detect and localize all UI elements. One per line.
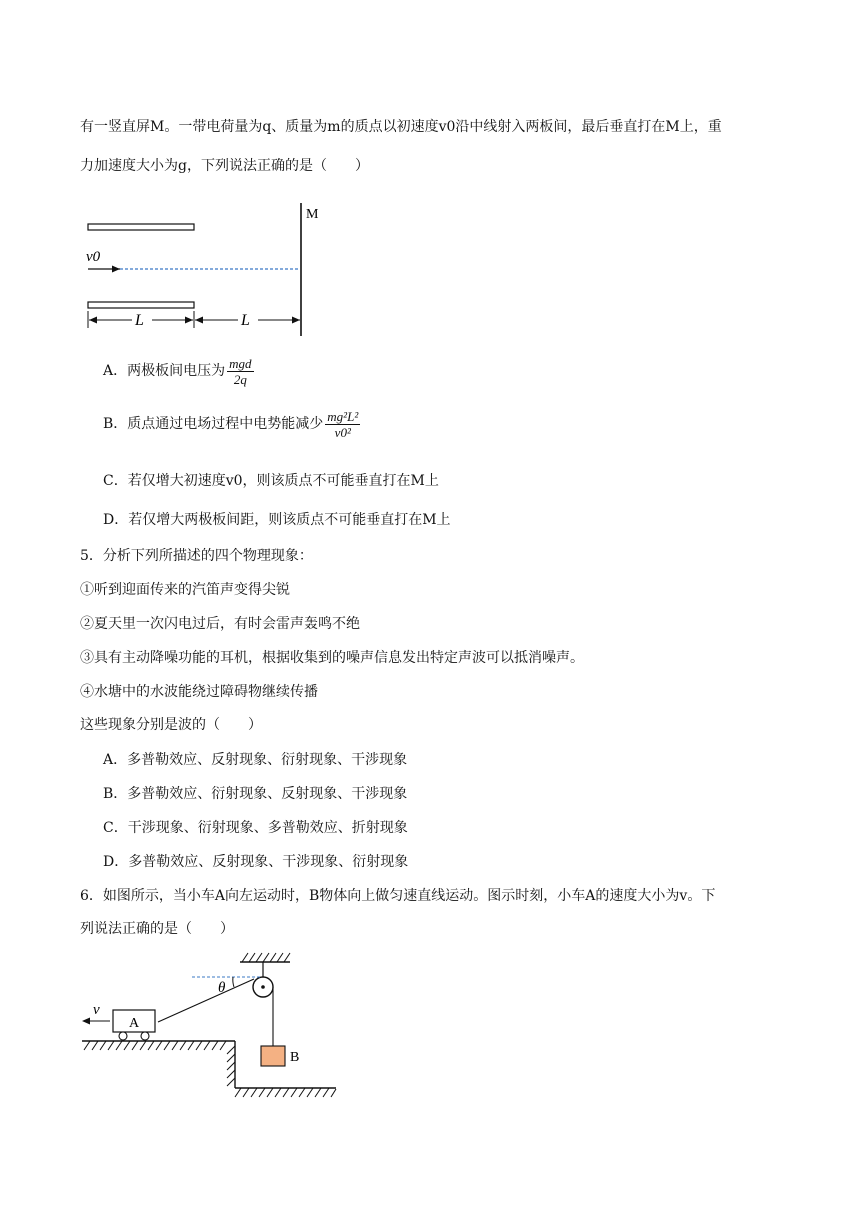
q5-option-a[interactable]: A．多普勒效应、反射现象、衍射现象、干涉现象 bbox=[103, 752, 408, 768]
length-left-label: L bbox=[135, 312, 144, 329]
q5-option-c[interactable]: C．干涉现象、衍射现象、多普勒效应、折射现象 bbox=[103, 820, 408, 836]
angle-label: θ bbox=[218, 980, 226, 996]
q4-option-b-text: B．质点通过电场过程中电势能减少 bbox=[103, 416, 324, 432]
q4-intro-line1: 有一竖直屏M。一带电荷量为q、质量为m的质点以初速度v0沿中线射入两板间，最后垂直打在M上，重 bbox=[80, 119, 722, 135]
cart-velocity-label: v bbox=[93, 1002, 100, 1018]
q4-option-c[interactable]: C．若仅增大初速度v0，则该质点不可能垂直打在M上 bbox=[103, 473, 439, 489]
q5-option-d[interactable]: D．多普勒效应、反射现象、干涉现象、衍射现象 bbox=[103, 854, 409, 870]
q5-item-1: ①听到迎面传来的汽笛声变得尖锐 bbox=[80, 582, 290, 598]
q4-plates-diagram bbox=[80, 198, 330, 343]
q4-option-a-fraction: $\frac{\text{mgd}}{2q}$ bbox=[229, 355, 252, 387]
q4-option-a[interactable] bbox=[103, 352, 254, 390]
q5-item-3: ③具有主动降噪功能的耳机，根据收集到的噪声信息发出特定声波可以抵消噪声。 bbox=[80, 650, 584, 666]
block-label: B bbox=[290, 1050, 300, 1065]
cart-label: A bbox=[129, 1016, 140, 1031]
wheel-right bbox=[141, 1032, 149, 1040]
q5-item-2: ②夏天里一次闪电过后，有时会雷声轰鸣不绝 bbox=[80, 616, 360, 632]
q5-question: 这些现象分别是波的（ ） bbox=[80, 717, 262, 733]
q4-option-b-fraction: $\frac{\text{mg²L²}}{\text{v0²}}$ bbox=[327, 408, 359, 440]
lower-plate bbox=[88, 302, 194, 308]
q6-stem-line1: 6．如图所示，当小车A向左运动时，B物体向上做匀速直线运动。图示时刻，小车A的速度大小为v。下 bbox=[80, 888, 716, 904]
q4-option-a-text: A．两极板间电压为 bbox=[103, 363, 226, 379]
q4-option-b[interactable] bbox=[103, 405, 360, 443]
q5-option-b[interactable]: B．多普勒效应、衍射现象、反射现象、干涉现象 bbox=[103, 786, 408, 802]
q4-intro-line2: 力加速度大小为g，下列说法正确的是（ ） bbox=[80, 158, 369, 174]
q6-stem-line2: 列说法正确的是（ ） bbox=[80, 921, 234, 937]
length-right-label: L bbox=[241, 312, 250, 329]
q4-option-d[interactable]: D．若仅增大两极板间距，则该质点不可能垂直打在M上 bbox=[103, 512, 451, 528]
block-b bbox=[261, 1046, 285, 1066]
wheel-left bbox=[119, 1032, 127, 1040]
q5-item-4: ④水塘中的水波能绕过障碍物继续传播 bbox=[80, 684, 318, 700]
screen-label: M bbox=[306, 207, 319, 222]
q5-stem: 5．分析下列所描述的四个物理现象： bbox=[80, 548, 313, 564]
rope-to-cart bbox=[158, 979, 254, 1022]
q6-pulley-diagram bbox=[78, 950, 343, 1100]
upper-plate bbox=[88, 224, 194, 230]
velocity-label: v0 bbox=[86, 249, 101, 265]
